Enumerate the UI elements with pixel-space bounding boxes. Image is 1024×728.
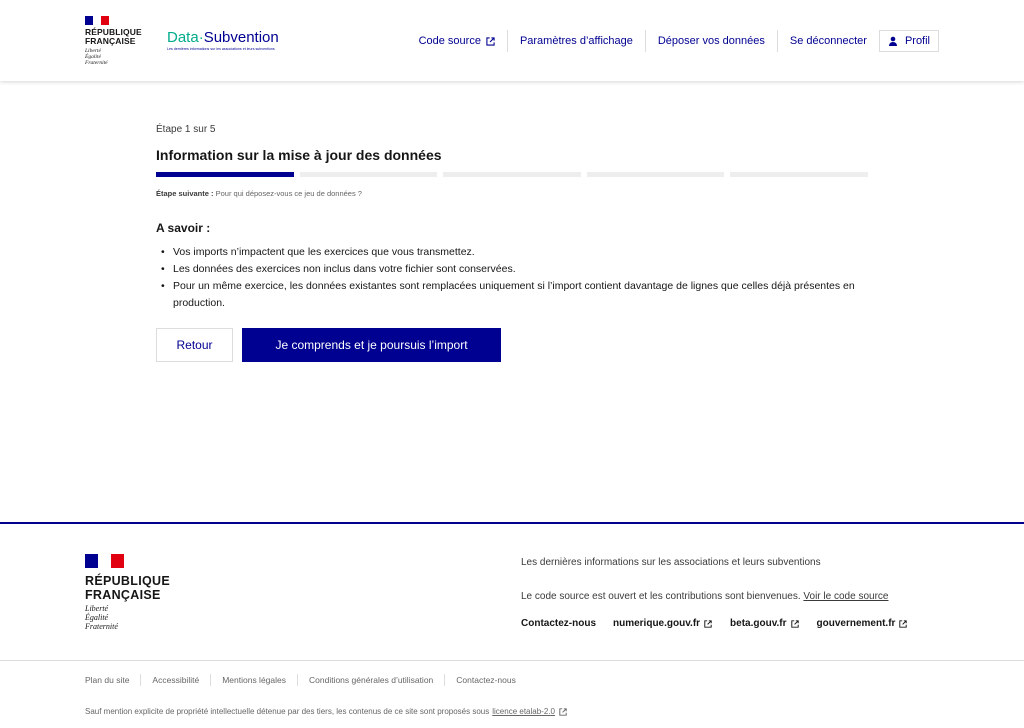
stepper-progress [156, 172, 868, 177]
footer-link-beta[interactable]: beta.gouv.fr [730, 618, 799, 629]
footer-contactez-nous[interactable]: Contactez-nous [444, 674, 527, 686]
footer-code-source-link[interactable]: Voir le code source [803, 591, 889, 602]
republique-francaise-logo[interactable] [85, 16, 155, 66]
brand-title: Data·Subvention [167, 29, 279, 46]
footer-accessibilite[interactable]: Accessibilité [140, 674, 210, 686]
republic-motto: Liberté Égalité Fraternité [85, 48, 108, 66]
site-header [0, 0, 1024, 81]
nav-parametres-affichage[interactable]: Paramètres d’affichage [507, 30, 645, 52]
footer-cgu[interactable]: Conditions générales d’utilisation [297, 674, 444, 686]
footer-republic-motto: Liberté Égalité Fraternité [85, 604, 118, 631]
footer-bottom-links [85, 674, 527, 686]
main-content [156, 124, 868, 362]
footer-republic-name: RÉPUBLIQUE FRANÇAISE [85, 574, 170, 602]
external-link-icon [704, 619, 713, 628]
continue-import-button[interactable]: Je comprends et je poursuis l’import [242, 328, 501, 362]
republic-name: RÉPUBLIQUE FRANÇAISE [85, 27, 142, 46]
data-subvention-logo[interactable] [167, 30, 279, 51]
info-list [156, 244, 868, 312]
savoir-title: A savoir : [156, 221, 211, 235]
footer-divider [0, 660, 1024, 661]
nav-se-deconnecter[interactable]: Se déconnecter [777, 30, 879, 52]
stepper-segment-1 [156, 172, 294, 177]
footer-code-text: Le code source est ouvert et les contributions sont bienvenues. Voir le code source [521, 591, 889, 602]
footer-content [521, 556, 941, 629]
stepper-segment-4 [587, 172, 725, 177]
back-button[interactable]: Retour [156, 328, 233, 362]
footer-legal: Sauf mention explicite de propriété intellectuelle détenue par des tiers, les contenus de ce site sont proposés sous licence etalab-2.0 [85, 706, 568, 718]
footer-republique-francaise-logo[interactable] [85, 554, 170, 631]
list-item: • Vos imports n’impactent que les exercices que vous transmettez. [156, 244, 868, 261]
step-title: Information sur la mise à jour des données [156, 147, 442, 163]
next-step-info: Étape suivante : Pour qui déposez-vous ce jeu de données ? [156, 189, 362, 198]
footer-link-gouvernement[interactable]: gouvernement.fr [817, 618, 909, 629]
stepper-segment-3 [443, 172, 581, 177]
external-link-icon [791, 619, 800, 628]
nav-profil-button[interactable]: Profil [879, 30, 939, 52]
footer-description: Les dernières informations sur les associations et leurs subventions [521, 557, 821, 568]
site-footer [0, 522, 1024, 728]
list-item: • Les données des exercices non inclus dans votre fichier sont conservées. [156, 261, 868, 278]
external-link-icon [486, 37, 495, 46]
header-nav [407, 30, 939, 52]
user-icon [888, 36, 898, 46]
action-buttons [156, 328, 868, 362]
licence-etalab-link[interactable]: licence etalab-2.0 [492, 707, 555, 716]
brand-tagline: Les dernières informations sur les associations et leurs subventions [167, 47, 275, 51]
nav-deposer-donnees[interactable]: Déposer vos données [645, 30, 777, 52]
external-link-icon [559, 708, 568, 717]
stepper-segment-2 [300, 172, 438, 177]
external-link-icon [899, 619, 908, 628]
list-item: • Pour un même exercice, les données existantes sont remplacées uniquement si l’import contient davantage de lignes que celles déjà présentes en production. [156, 278, 868, 312]
footer-plan-du-site[interactable]: Plan du site [85, 675, 130, 685]
footer-mentions-legales[interactable]: Mentions légales [210, 674, 297, 686]
footer-link-numerique[interactable]: numerique.gouv.fr [613, 618, 713, 629]
stepper-segment-5 [730, 172, 868, 177]
footer-links [521, 618, 941, 629]
nav-code-source[interactable]: Code source [407, 30, 507, 52]
french-flag-icon [85, 16, 109, 25]
step-count: Étape 1 sur 5 [156, 124, 216, 135]
french-flag-icon [85, 554, 124, 568]
footer-link-contact[interactable]: Contactez-nous [521, 618, 596, 629]
